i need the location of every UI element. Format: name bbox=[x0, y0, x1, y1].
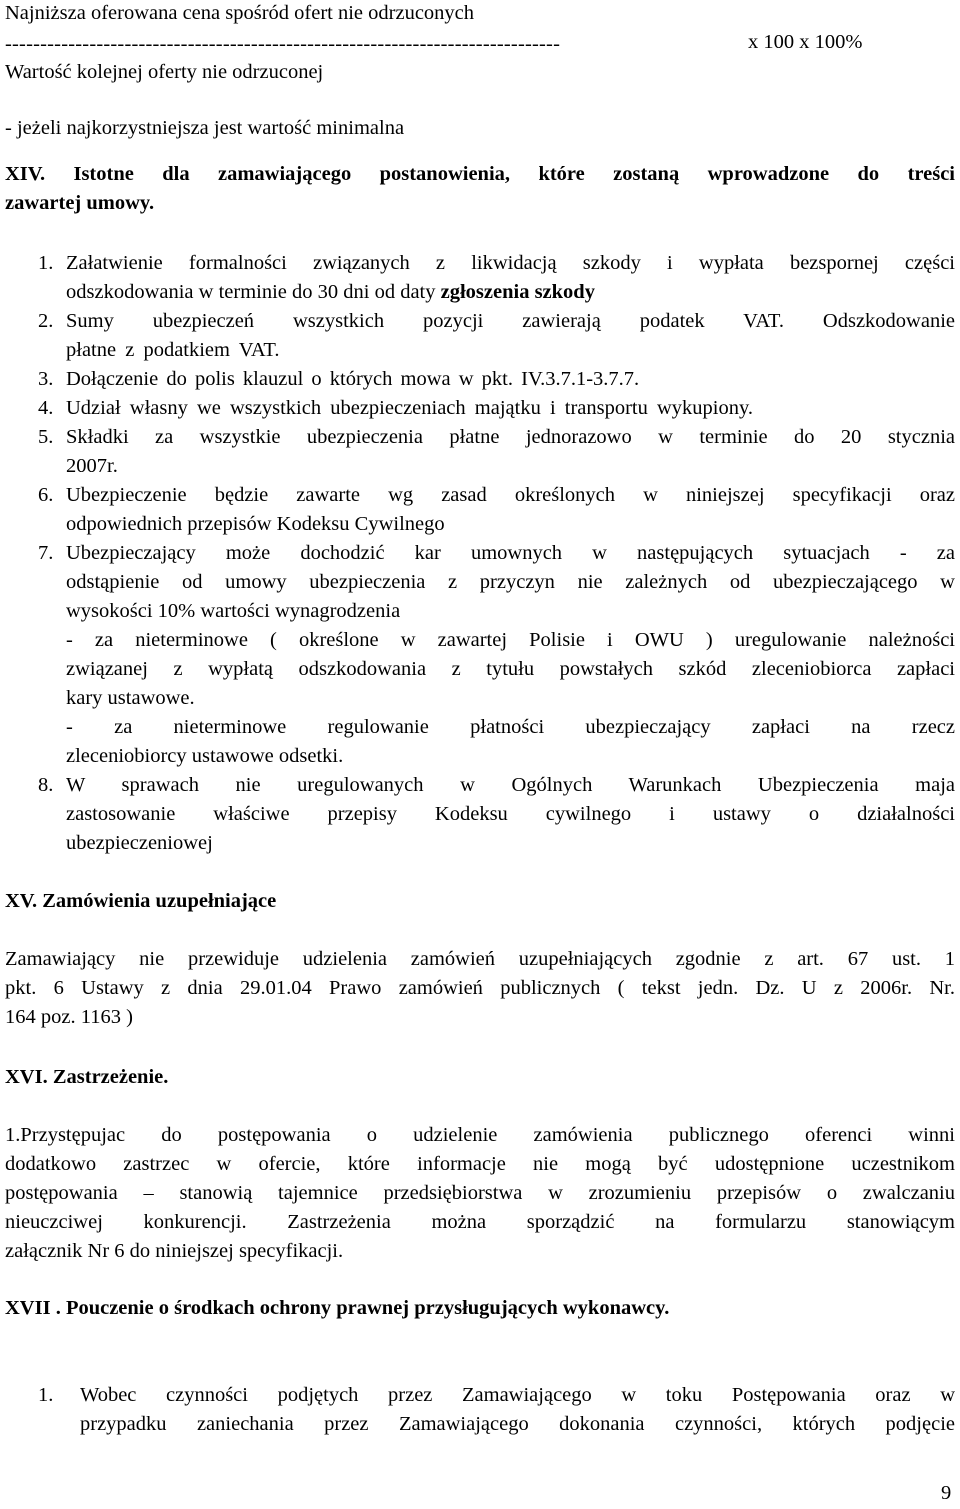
list-item-text: Sumy ubezpieczeń wszystkich pozycji zawierają podatek VAT. Odszkodowanie bbox=[66, 310, 955, 332]
section-xiv-heading-cont: zawartej umowy. bbox=[5, 192, 155, 214]
list-item-text: odpowiednich przepisów Kodeksu Cywilnego bbox=[66, 513, 445, 535]
paragraph-line: 1.Przystępujac do postępowania o udzielenie zamówienia publicznego oferenci winni bbox=[5, 1124, 955, 1146]
paragraph-line: 164 poz. 1163 ) bbox=[5, 1006, 133, 1028]
section-xiv-heading: XIV. Istotne dla zamawiającego postanowienia, które zostaną wprowadzone do treści bbox=[5, 163, 955, 185]
paragraph-line: dodatkowo zastrzec w ofercie, które informacje nie mogą być udostępnione uczestnikom bbox=[5, 1153, 955, 1175]
list-item-text: Udział własny we wszystkich ubezpieczeniach majątku i transportu wykupiony. bbox=[66, 397, 754, 419]
list-item-text: zastosowanie właściwe przepisy Kodeksu cywilnego i ustawy o działalności bbox=[66, 803, 955, 825]
list-item-text: - za nieterminowe ( określone w zawartej Polisie i OWU ) uregulowanie należności bbox=[66, 629, 955, 651]
list-item-text: odszkodowania w terminie do 30 dni od daty zgłoszenia szkody bbox=[66, 281, 595, 303]
list-item-text: płatne z podatkiem VAT. bbox=[66, 339, 280, 361]
page-number: 9 bbox=[941, 1482, 952, 1504]
formula-dashes: ------------------------------------------------------------------------------- bbox=[5, 34, 561, 55]
list-item-text: - za nieterminowe regulowanie płatności ubezpieczający zapłaci na rzecz bbox=[66, 716, 955, 738]
list-item-text: wysokości 10% wartości wynagrodzenia bbox=[66, 600, 401, 622]
paragraph-line: Zamawiający nie przewiduje udzielenia zamówień uzupełniających zgodnie z art. 67 ust. 1 bbox=[5, 948, 955, 970]
paragraph-line: postępowania – stanowią tajemnice przedsiębiorstwa w zrozumieniu przepisów o zwalczaniu bbox=[5, 1182, 955, 1204]
section-xv-heading: XV. Zamówienia uzupełniające bbox=[5, 890, 277, 912]
list-item-text: związanej z wypłatą odszkodowania z tytułu powstałych szkód zleceniobiorca zapłaci bbox=[66, 658, 955, 680]
formula-numerator: Najniższa oferowana cena spośród ofert nie odrzuconych bbox=[5, 2, 475, 24]
section-xvi-heading: XVI. Zastrzeżenie. bbox=[5, 1066, 169, 1088]
list-item-text: przypadku zaniechania przez Zamawiającego dokonania czynności, których podjęcie bbox=[80, 1413, 955, 1435]
paragraph-line: załącznik Nr 6 do niniejszej specyfikacji. bbox=[5, 1240, 344, 1262]
list-item-text: odstąpienie od umowy ubezpieczenia z przyczyn nie zależnych od ubezpieczającego w bbox=[66, 571, 955, 593]
list-item-text: ubezpieczeniowej bbox=[66, 832, 213, 854]
list-item-number: 1. bbox=[38, 1384, 54, 1406]
list-item-text: Ubezpieczający może dochodzić kar umownych w następujących sytuacjach - za bbox=[66, 542, 955, 564]
list-item-number: 4. bbox=[38, 397, 54, 419]
list-item-text: W sprawach nie uregulowanych w Ogólnych Warunkach Ubezpieczenia maja bbox=[66, 774, 955, 796]
paragraph-line: nieuczciwej konkurencji. Zastrzeżenia można sporządzić na formularzu stanowiącym bbox=[5, 1211, 955, 1233]
list-item-text: Dołączenie do polis klauzul o których mowa w pkt. IV.3.7.1-3.7.7. bbox=[66, 368, 640, 390]
list-item-text: zleceniobiorcy ustawowe odsetki. bbox=[66, 745, 344, 767]
list-item-number: 8. bbox=[38, 774, 54, 796]
list-item-text: kary ustawowe. bbox=[66, 687, 195, 709]
formula-multiplier: x 100 x 100% bbox=[748, 31, 863, 53]
list-item-number: 5. bbox=[38, 426, 54, 448]
emphasis-text: zgłoszenia szkody bbox=[440, 281, 595, 303]
list-item-number: 2. bbox=[38, 310, 54, 332]
formula-condition: - jeżeli najkorzystniejsza jest wartość minimalna bbox=[5, 117, 405, 139]
formula-denominator: Wartość kolejnej oferty nie odrzuconej bbox=[5, 61, 324, 83]
list-item-number: 7. bbox=[38, 542, 54, 564]
list-item-text: Składki za wszystkie ubezpieczenia płatne jednorazowo w terminie do 20 stycznia bbox=[66, 426, 955, 448]
list-item-text: Ubezpieczenie będzie zawarte wg zasad określonych w niniejszej specyfikacji oraz bbox=[66, 484, 955, 506]
list-item-number: 1. bbox=[38, 252, 54, 274]
list-item-number: 3. bbox=[38, 368, 54, 390]
section-xvii-heading: XVII . Pouczenie o środkach ochrony prawnej przysługujących wykonawcy. bbox=[5, 1297, 670, 1319]
list-item-text: 2007r. bbox=[66, 455, 118, 477]
list-item-text: Wobec czynności podjętych przez Zamawiającego w toku Postępowania oraz w bbox=[80, 1384, 955, 1406]
list-item-text: Załatwienie formalności związanych z likwidacją szkody i wypłata bezspornej części bbox=[66, 252, 955, 274]
paragraph-line: pkt. 6 Ustawy z dnia 29.01.04 Prawo zamówień publicznych ( tekst jedn. Dz. U z 2006r. Nr. bbox=[5, 977, 955, 999]
list-item-number: 6. bbox=[38, 484, 54, 506]
